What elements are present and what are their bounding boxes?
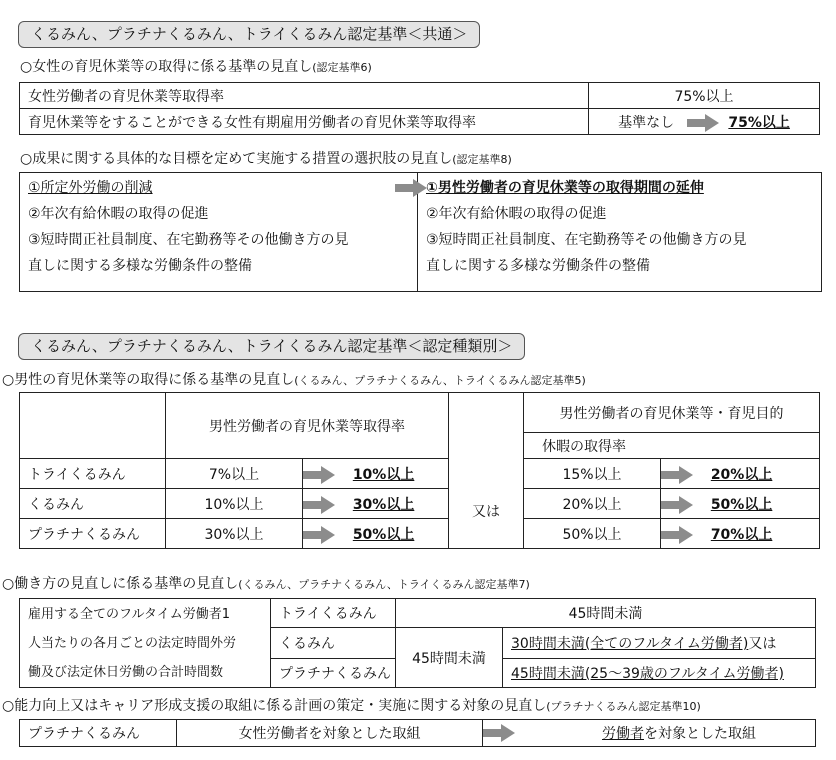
list-item: 直しに関する多様な労働条件の整備 [28,258,252,274]
or-cell [449,393,524,549]
type-name: くるみん [271,628,396,659]
table-row [20,109,820,135]
list-item: ②年次有給休暇の取得の促進 [426,206,607,222]
table-row [20,599,816,628]
male-leave-section-title [2,369,586,389]
section-title-note: (くるみん、プラチナくるみん、トライくるみん認定基準7) [238,578,530,591]
section-title-text: ○能力向上又はキャリア形成支援の取組に係る計画の策定・実施に関する対象の見直し [2,698,547,714]
rate-new: 70%以上 [710,526,773,543]
rate-new-cell [303,519,449,549]
header-cell: 男性労働者の育児休業等・育児目的 [524,393,820,433]
section-title-note: (くるみん、プラチナくるみん、トライくるみん認定基準5) [294,374,586,387]
rate-old: 7%以上 [166,459,303,489]
old-overtime-value: 45時間未満 [396,628,503,688]
measures-comparison-box [19,172,822,292]
common-criteria-banner: くるみん、プラチナくるみん、トライくるみん認定基準＜共通＞ [18,21,480,48]
or-text: 又は [748,636,777,652]
rate-new-cell [661,459,820,489]
new-measures [418,173,820,291]
rate-new-cell [661,489,820,519]
new-overtime-value [503,628,816,659]
rate-new: 10%以上 [352,466,415,483]
measures-section-title [20,148,512,168]
new-target [543,720,816,747]
row-value: 75%以上 [589,83,820,109]
list-item: ②年次有給休暇の取得の促進 [28,206,209,222]
arrow-right-icon [483,724,515,742]
or-label: 又は [472,503,500,520]
section-title-text: ○男性の育児休業等の取得に係る基準の見直し [2,372,295,388]
list-item: ①男性労働者の育児休業等の取得期間の延伸 [426,180,704,196]
arrow-right-icon [661,466,693,484]
female-leave-section-title [20,56,372,76]
rate-new-cell [303,459,449,489]
rate-old: 30%以上 [166,519,303,549]
header-cell: 男性労働者の育児休業等取得率 [166,393,449,459]
table-row [20,720,816,747]
career-table [19,719,816,747]
type-criteria-banner: くるみん、プラチナくるみん、トライくるみん認定基準＜認定種類別＞ [18,333,525,360]
rate-old: 20%以上 [524,489,661,519]
rate-new: 50%以上 [710,496,773,513]
try-kurumin-value: 45時間未満 [396,599,816,628]
arrow-right-icon [303,526,335,544]
rate-old: 10%以上 [166,489,303,519]
type-name: くるみん [20,489,166,519]
rate-old: 15%以上 [524,459,661,489]
arrow-right-icon [687,114,719,132]
rate-new-cell [303,489,449,519]
type-name: プラチナくるみん [20,519,166,549]
table-row [20,519,820,549]
section-title-note: (プラチナくるみん認定基準10) [546,700,701,713]
male-leave-table [19,392,820,549]
rate-new: 50%以上 [352,526,415,543]
type-name: プラチナくるみん [271,659,396,688]
rate-new: 30%以上 [352,496,415,513]
list-item: ①所定外労働の削減 [28,180,153,196]
work-style-table [19,598,816,688]
row-label: 育児休業等をすることができる女性有期雇用労働者の育児休業等取得率 [20,109,589,135]
arrow-right-icon [303,496,335,514]
table-row [20,489,820,519]
new-overtime-text: 30時間未満(全てのフルタイム労働者) [511,636,749,652]
section-title-text: ○女性の育児休業等の取得に係る基準の見直し [20,59,313,75]
description-line: 人当たりの各月ごとの法定時間外労 [28,636,237,651]
overtime-description [20,599,271,688]
arrow-right-icon [661,496,693,514]
rate-old: 50%以上 [524,519,661,549]
rate-new: 20%以上 [710,466,773,483]
section-title-text: ○働き方の見直しに係る基準の見直し [2,576,239,592]
table-row [20,83,820,109]
work-style-section-title [2,573,530,593]
list-item: ③短時間正社員制度、在宅勤務等その他働き方の見 [426,232,747,248]
list-item: 直しに関する多様な労働条件の整備 [426,258,650,274]
table-row [20,393,820,433]
new-target-underlined: 労働者 [602,726,644,742]
table-row [20,459,820,489]
career-section-title [2,695,701,715]
type-name: プラチナくるみん [20,720,177,747]
header-cell: 休暇の取得率 [524,433,820,459]
arrow-right-icon [661,526,693,544]
arrow-right-icon [303,466,335,484]
type-name: トライくるみん [20,459,166,489]
rate-new-cell [661,519,820,549]
old-value: 基準なし [618,114,675,131]
female-leave-table [19,82,820,135]
section-title-text: ○成果に関する具体的な目標を定めて実施する措置の選択肢の見直し [20,151,453,167]
old-measures [20,173,416,291]
old-target: 女性労働者を対象とした取組 [177,720,483,747]
arrow-cell [483,720,544,747]
new-overtime-value: 45時間未満(25～39歳のフルタイム労働者) [503,659,816,688]
description-line: 雇用する全てのフルタイム労働者1 [28,607,230,622]
type-name: トライくるみん [271,599,396,628]
list-item: ③短時間正社員制度、在宅勤務等その他働き方の見 [28,232,349,248]
row-label: 女性労働者の育児休業等取得率 [20,83,589,109]
section-title-note: (認定基準6) [312,61,372,74]
section-title-note: (認定基準8) [452,153,512,166]
new-value: 75%以上 [728,114,790,131]
description-line: 働及び法定休日労働の合計時間数 [28,665,224,680]
row-change [589,109,820,135]
new-target-text: を対象とした取組 [644,726,756,742]
corner-cell [20,393,166,459]
